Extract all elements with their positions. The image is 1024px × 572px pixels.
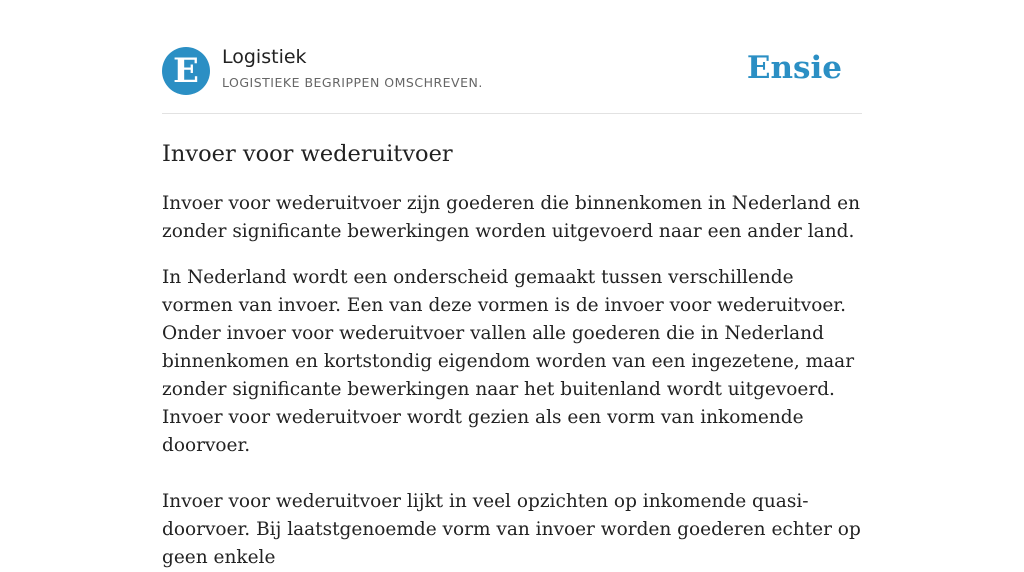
site-subtitle: LOGISTIEKE BEGRIPPEN OMSCHREVEN. — [222, 75, 483, 90]
ensie-brand-link[interactable]: Ensie — [746, 50, 842, 86]
article-paragraph: Invoer voor wederuitvoer zijn goederen die binnenkomen in Nederland en zonder significante bewerkingen worden uitgevoerd naar een ander land. — [162, 193, 860, 242]
article — [162, 138, 862, 572]
article-paragraph: In Nederland wordt een onderscheid gemaakt tussen verschillende vormen van invoer. Een van deze vormen is de invoer voor wederuitvoer. Onder invoer voor wederuitvoer vallen alle goederen die in Nederland binnenkomen en kortstondig eigendom worden van een ingezetene, maar zonder significante bewerkingen naar het buitenland wordt uitgevoerd. Invoer voor wederuitvoer wordt gezien als een vorm van inkomende doorvoer. — [162, 267, 855, 456]
site-logo[interactable]: E — [162, 47, 210, 95]
site-title[interactable]: Logistiek — [222, 46, 307, 68]
site-header — [162, 0, 862, 114]
page-container — [162, 0, 862, 572]
article-title: Invoer voor wederuitvoer — [162, 141, 453, 167]
article-paragraph: Invoer voor wederuitvoer lijkt in veel opzichten op inkomende quasi-doorvoer. Bij laatstgenoemde vorm van invoer worden goederen echter op geen enkele — [162, 491, 861, 568]
